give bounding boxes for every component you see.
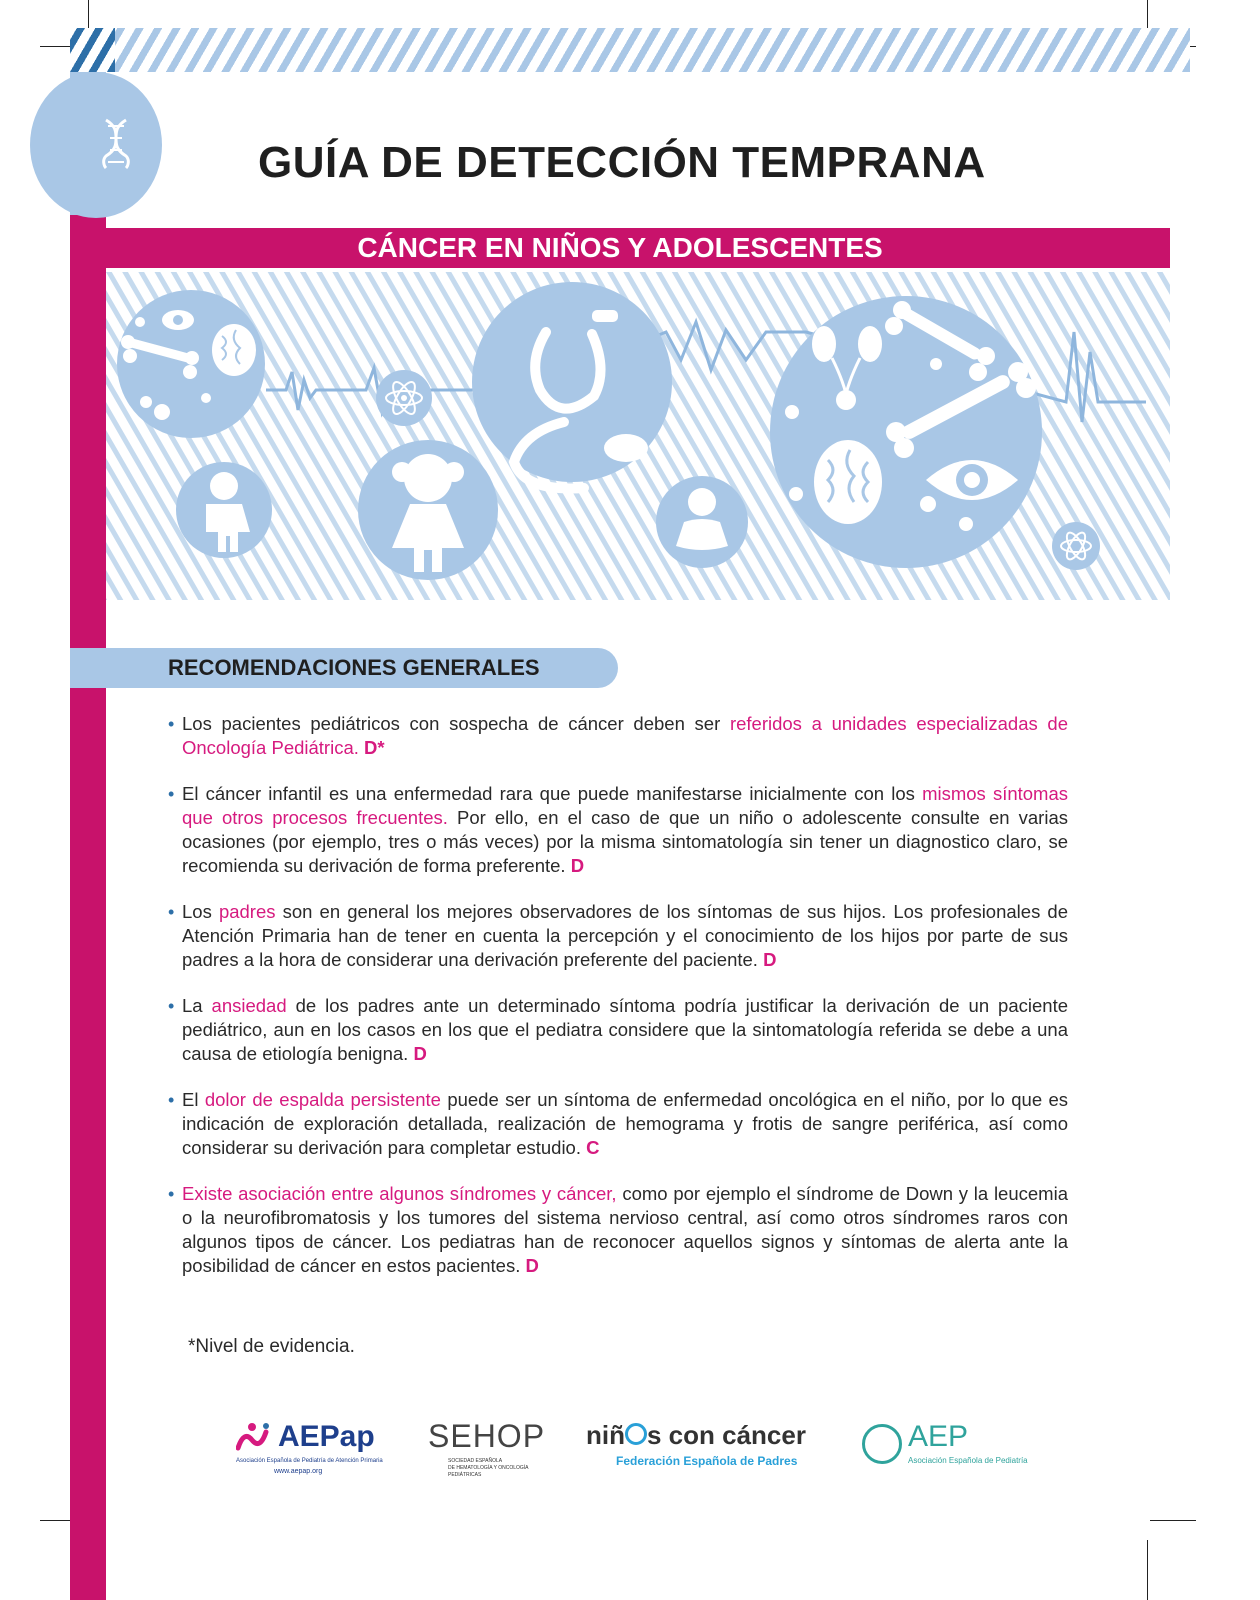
magnifier-icon (625, 1423, 647, 1445)
bullet-icon: • (168, 902, 175, 922)
bullet-icon: • (168, 1090, 175, 1110)
atom-icon (376, 370, 432, 426)
bullet-icon: • (168, 996, 175, 1016)
baby-icon (656, 476, 748, 568)
evidence-note: *Nivel de evidencia. (188, 1336, 355, 1357)
list-item: • El dolor de espalda persistente puede ser un síntoma de enfermedad oncológica en el niño, por lo que es indicación de exploración detallada, realización de hemograma y frotis de sangre periférica, así como considerar su derivación para completar estudio. C (168, 1089, 1069, 1158)
ninos-con-cancer-logo: niñ s con cáncer Federación Española de Padres (586, 1420, 806, 1468)
boy-icon (176, 462, 272, 558)
dna-badge (30, 72, 162, 218)
brain-icon (212, 324, 256, 376)
list-item: • La ansiedad de los padres ante un determinado síntoma podría justificar la derivación de un paciente pediátrico, aun en los casos en los que el pediatra considere que la sintomatología referida se debe a una causa de etiología benigna. D (168, 995, 1068, 1064)
sehop-logo: SEHOP SOCIEDAD ESPAÑOLA DE HEMATOLOGÍA Y ONCOLOGÍA PEDIÁTRICAS (428, 1418, 546, 1478)
brain-icon (814, 440, 882, 524)
bullet-icon: • (168, 784, 175, 804)
left-magenta-bar (70, 215, 106, 1600)
evidence-level: D (763, 949, 777, 970)
section-title: RECOMENDACIONES GENERALES (168, 655, 540, 680)
list-item: • Los padres son en general los mejores observadores de los síntomas de sus hijos. Los profesionales de Atención Primaria han de tener en cuenta la percepción y el conocimiento de los hijos por parte de sus padres a la hora de considerar una derivación preferente del paciente. D (168, 901, 1069, 970)
atom-icon (1052, 522, 1100, 570)
aep-seal-icon (862, 1424, 902, 1464)
circle-organs (770, 296, 1042, 568)
bullet-icon: • (168, 714, 175, 734)
list-item: • Los pacientes pediátricos con sospecha de cáncer deben ser referidos a unidades especializadas de Oncología Pediátrica. D* (168, 713, 1068, 758)
top-stripes (70, 28, 1190, 72)
list-item: • Existe asociación entre algunos síndromes y cáncer, como por ejemplo el síndrome de Down y la leucemia o la neurofibromatosis y los tumores del sistema nervioso central, así como otros síndromes raros con algunos tipos de cáncer. Los pediatras han de reconocer aquellos signos y síntomas de alerta ante la posibilidad de cáncer en estos pacientes. D (168, 1183, 1068, 1276)
aepap-symbol-icon (236, 1422, 278, 1452)
crop-mark (1150, 1520, 1196, 1521)
girl-icon (358, 440, 498, 580)
evidence-level: D* (364, 737, 385, 758)
recommendations-list (168, 712, 1068, 1300)
page-title: GUÍA DE DETECCIÓN TEMPRANA (258, 138, 986, 187)
aepap-logo: AEPap Asociación Española de Pediatría de Atención Primaria www.aepap.org (236, 1420, 383, 1475)
evidence-level: D (413, 1043, 427, 1064)
dna-icon (100, 118, 132, 170)
list-item: • El cáncer infantil es una enfermedad rara que puede manifestarse inicialmente con los mismos síntomas que otros procesos frecuentes. Por ello, en el caso de que un niño o adolescente consulte en varias ocasiones (por ejemplo, tres o más veces) por la misma sintomatología sin tener un diagnostico claro, se recomienda su derivación de forma preferente. D (168, 783, 1069, 876)
eye-icon (162, 310, 194, 330)
aep-logo: AEP Asociación Española de Pediatría (862, 1414, 1032, 1494)
evidence-level: D (570, 855, 585, 876)
medical-illustration (106, 272, 1170, 600)
crop-mark (1147, 1540, 1148, 1600)
circle-eye-brain (117, 290, 265, 438)
page-subtitle: CÁNCER EN NIÑOS Y ADOLESCENTES (357, 232, 883, 263)
logos-row (230, 1414, 1030, 1494)
bullet-icon: • (168, 1184, 175, 1204)
evidence-level: C (586, 1137, 600, 1158)
evidence-level: D (525, 1255, 539, 1276)
